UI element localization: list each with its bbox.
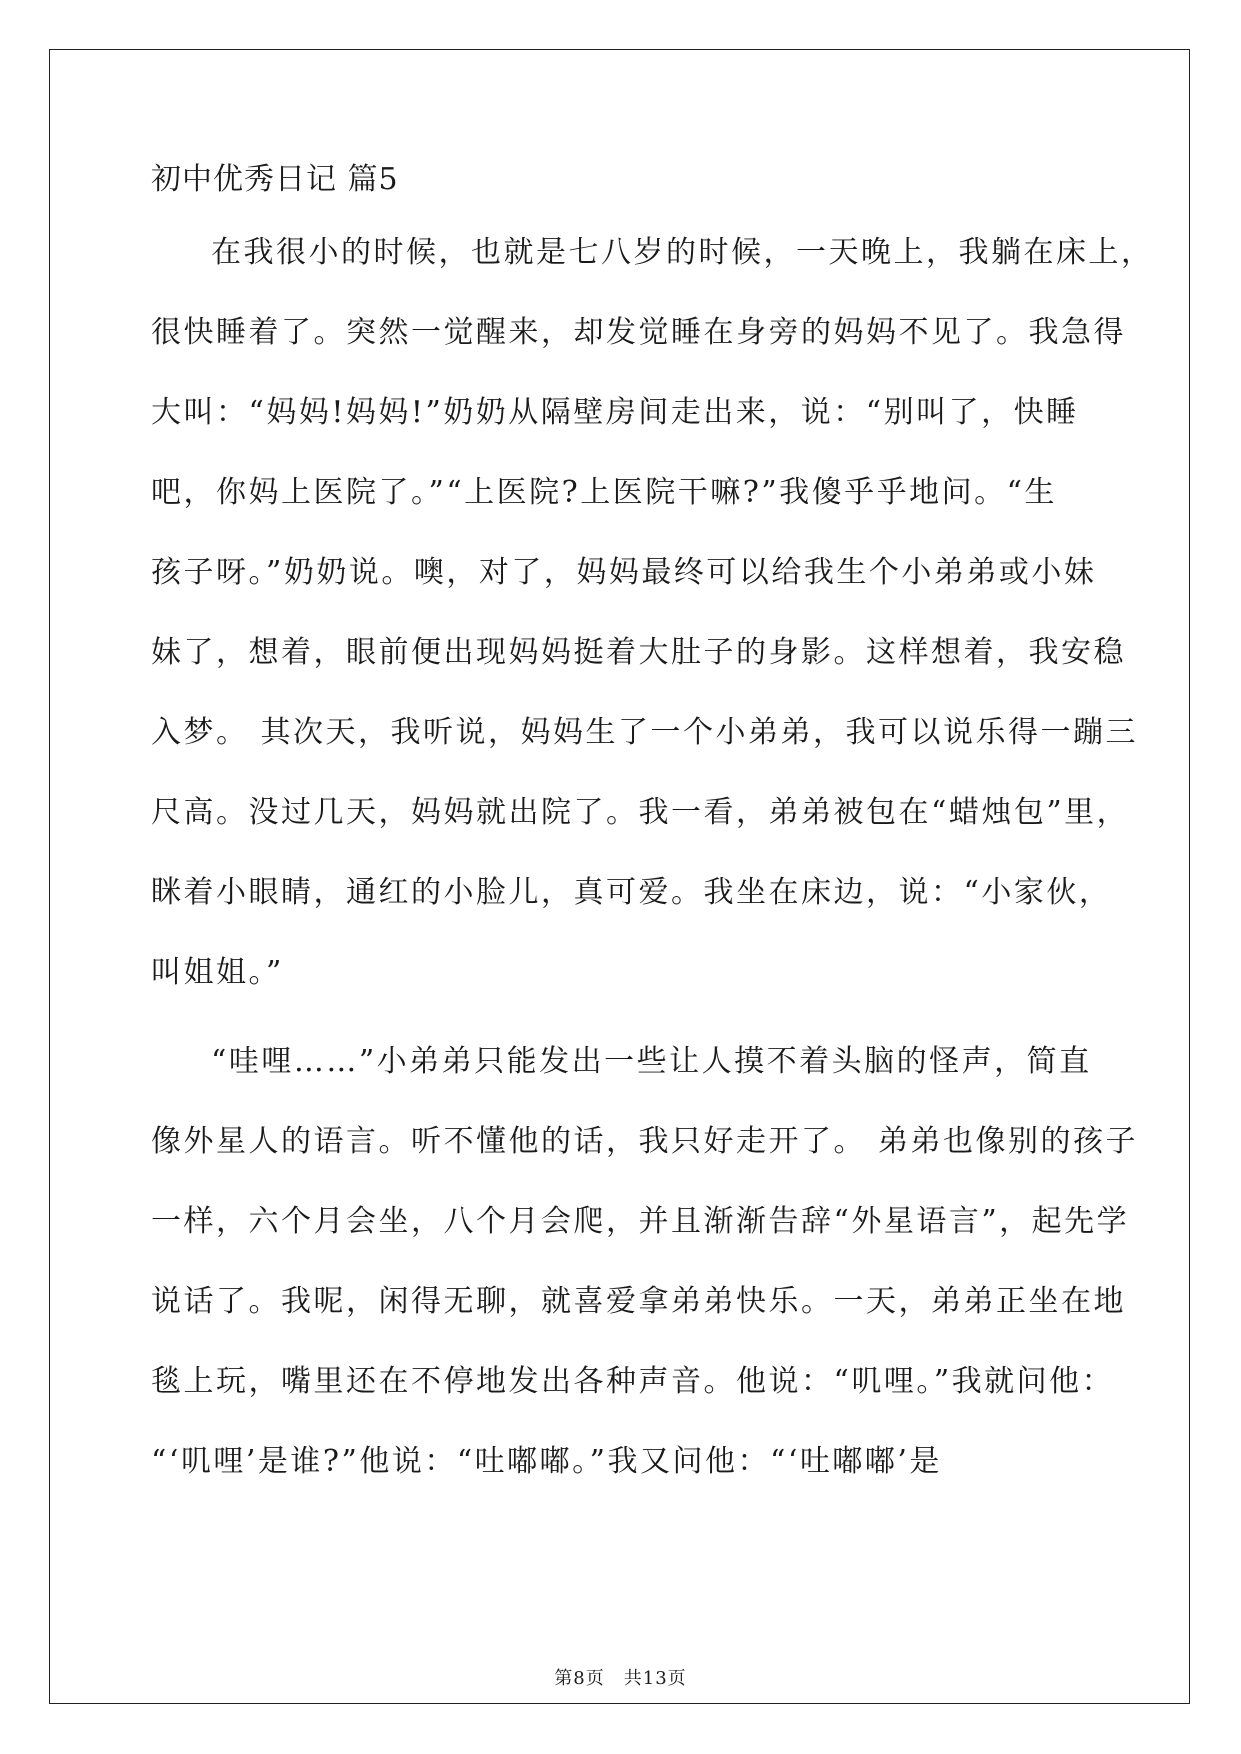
paragraph-line: 说话了。我呢，闲得无聊，就喜爱拿弟弟快乐。一天，弟弟正坐在地 [151,1284,1126,1319]
paragraph-line: 尺高。没过几天，妈妈就出院了。我一看，弟弟被包在“蜡烛包”里， [151,795,1130,830]
paragraph-line: 很快睡着了。突然一觉醒来，却发觉睡在身旁的妈妈不见了。我急得 [151,315,1126,350]
paragraph-line: 像外星人的语言。听不懂他的话，我只好走开了。 弟弟也像别的孩子 [151,1124,1139,1159]
paragraph-line: 一样，六个月会坐，八个月会爬，并且渐渐告辞“外星语言”，起先学 [151,1204,1130,1239]
paragraph-line: “‘叽哩’是谁?”他说：“吐嘟嘟。”我又问他：“‘吐嘟嘟’是 [151,1444,942,1479]
page-number-footer: 第8页 共13页 [554,1668,687,1689]
paragraph-1 [151,233,1154,1033]
paragraph-line: 妹了，想着，眼前便出现妈妈挺着大肚子的身影。这样想着，我安稳 [151,635,1126,670]
paragraph-line: 眯着小眼睛，通红的小脸儿，真可爱。我坐在床边，说：“小家伙， [151,875,1112,910]
paragraph-line: 孩子呀。”奶奶说。噢，对了，妈妈最终可以给我生个小弟弟或小妹 [151,555,1097,590]
paragraph-line: 大叫：“妈妈!妈妈!”奶奶从隔壁房间走出来，说：“别叫了，快睡 [151,395,1079,430]
paragraph-line: 毯上玩，嘴里还在不停地发出各种声音。他说：“叽哩。”我就问他： [151,1364,1115,1399]
paragraph-line: 入梦。 其次天，我听说，妈妈生了一个小弟弟，我可以说乐得一蹦三 [151,715,1139,750]
paragraph-line: 在我很小的时候，也就是七八岁的时候，一天晚上，我躺在床上， [211,235,1154,270]
paragraph-line: 吧，你妈上医院了。”“上医院?上医院干嘛?”我傻乎乎地问。“生 [151,475,1058,510]
paragraph-2 [151,1042,1139,1522]
document-body [151,160,1154,1531]
paragraph-line: “哇哩……”小弟弟只能发出一些让人摸不着头脑的怪声，简直 [211,1044,1092,1079]
diary-title: 初中优秀日记 篇5 [151,162,399,197]
paragraph-line: 叫姐姐。” [151,955,284,990]
